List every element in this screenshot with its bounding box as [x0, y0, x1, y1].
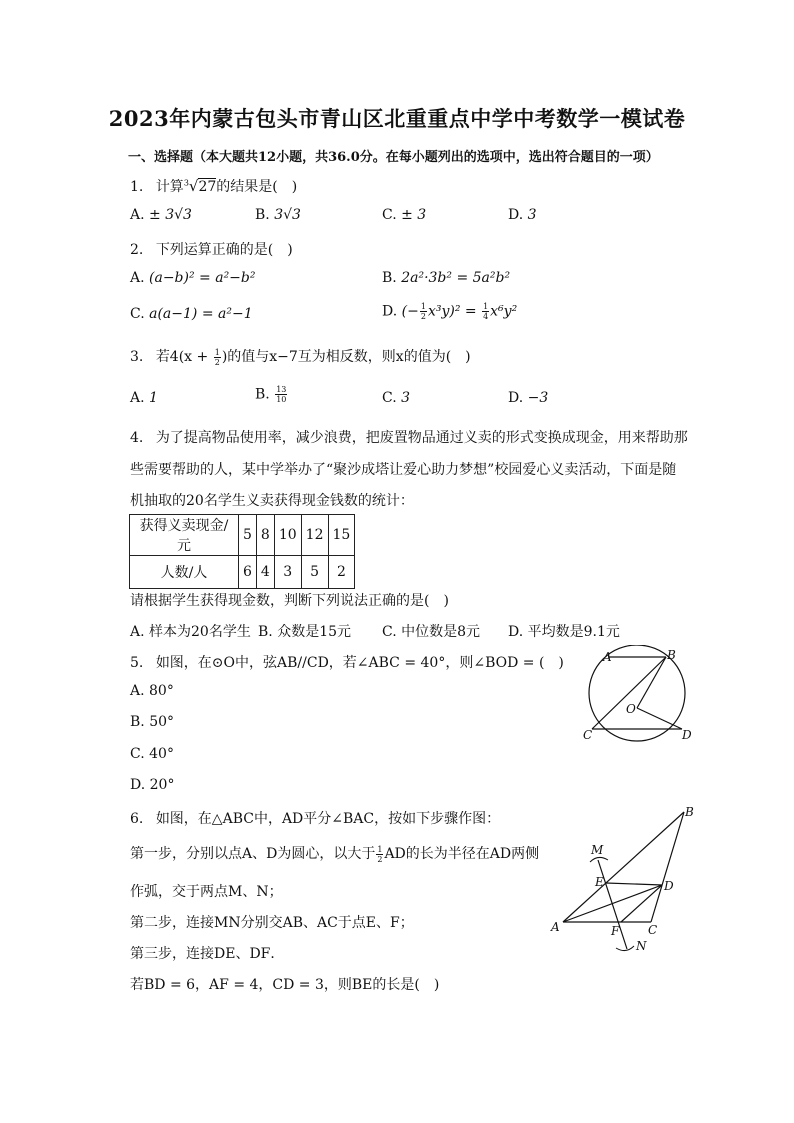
q4-line-1: 为了提高物品使用率，减少浪费，把废置物品通过义卖的形式变换成现金，用来帮助那 — [155, 430, 688, 446]
q1-option-a[interactable]: A. ± 3√3 — [130, 207, 192, 223]
q6-step-2: 第二步，连接MN分别交AB、AC于点E、F； — [130, 915, 414, 931]
segment-ab — [563, 812, 684, 922]
label-d: D — [682, 728, 692, 742]
q1-radicand: 27 — [198, 179, 217, 195]
q1-option-b[interactable]: B. 3√3 — [255, 207, 301, 223]
table-row — [130, 556, 355, 589]
q3-option-d[interactable]: D. −3 — [508, 390, 549, 406]
question-5 — [130, 652, 564, 672]
q4-number: 4. — [130, 430, 144, 446]
q2-option-d[interactable]: D. (− $\frac{1}{2}$ x³y)² = $\frac{1}{4}$ x⁶y² — [382, 302, 518, 321]
segment-df — [621, 885, 662, 922]
label-a: A — [603, 650, 612, 664]
q4-option-a[interactable]: A. 样本为20名学生 — [130, 624, 251, 640]
table-cell: 5 — [301, 556, 328, 589]
q2-number: 2. — [130, 242, 144, 258]
q4-stat-table — [129, 514, 355, 589]
q4-option-b[interactable]: B. 众数是15元 — [258, 624, 352, 640]
q5-option-b[interactable]: B. 50° — [130, 714, 175, 730]
q1-option-d[interactable]: D. 3 — [508, 207, 537, 223]
label-o: O — [626, 702, 636, 716]
table-cell: 12 — [301, 515, 328, 556]
arc-n — [616, 946, 634, 951]
q2-option-c[interactable]: C. a(a−1) = a²−1 — [130, 306, 253, 322]
q6-step-3: 第三步，连接DE、DF． — [130, 946, 285, 962]
table-cell: 10 — [274, 515, 301, 556]
q3-option-c[interactable]: C. 3 — [382, 390, 411, 406]
table-header-cell: 人数/人 — [130, 556, 239, 589]
q6-triangle-figure — [548, 802, 698, 957]
label-b: B — [667, 648, 676, 662]
q3-number: 3. — [130, 349, 144, 365]
q6-stem: 如图，在△ABC中，AD平分∠BAC，按如下步骤作图： — [155, 811, 501, 827]
q3-option-b[interactable]: B. $\frac{13}{10}$ — [255, 385, 287, 404]
q5-option-d[interactable]: D. 20° — [130, 777, 175, 793]
question-3: 3. 若4(x + $\frac{1}{2}$ )的值与x−7互为相反数，则x的值为( ) — [130, 347, 471, 367]
segment-bc — [651, 812, 684, 922]
label-n: N — [636, 939, 647, 953]
label-f: F — [611, 924, 620, 938]
q4-option-c[interactable]: C. 中位数是8元 — [382, 624, 481, 640]
q2-option-a[interactable]: A. (a−b)² = a²−b² — [130, 270, 256, 286]
section-heading: 一、选择题（本大题共12小题，共36.0分。在每小题列出的选项中，选出符合题目的一项） — [128, 150, 659, 165]
table-cell: 4 — [256, 556, 274, 589]
segment-od — [637, 708, 682, 729]
label-a: A — [551, 920, 560, 934]
table-row — [130, 515, 355, 556]
q5-stem: 如图，在⊙O中，弦AB//CD，若∠ABC = 40°，则∠BOD = ( ) — [155, 655, 564, 671]
q5-option-c[interactable]: C. 40° — [130, 746, 174, 762]
table-cell: 8 — [256, 515, 274, 556]
table-cell: 15 — [328, 515, 355, 556]
page-title: 2023年内蒙古包头市青山区北重重点中学中考数学一模试卷 — [108, 106, 686, 131]
segment-de — [606, 883, 662, 885]
q4-option-d[interactable]: D. 平均数是9.1元 — [508, 624, 620, 640]
q2-option-b[interactable]: B. 2a²·3b² = 5a²b² — [382, 270, 511, 286]
q5-circle-figure — [578, 645, 698, 745]
q1-root-index: 3 — [183, 178, 189, 188]
q3-stem-b: )的值与x−7互为相反数，则x的值为( ) — [221, 349, 471, 365]
label-b: B — [685, 805, 694, 819]
q6-question: 若BD = 6，AF = 4，CD = 3，则BE的长是( ) — [130, 977, 440, 993]
label-c: C — [648, 923, 658, 937]
label-c: C — [583, 728, 593, 742]
table-cell: 6 — [239, 556, 257, 589]
q4-after: 请根据学生获得现金数，判断下列说法正确的是( ) — [130, 593, 449, 609]
table-cell: 2 — [328, 556, 355, 589]
question-2 — [130, 239, 293, 259]
label-d: D — [664, 879, 674, 893]
table-cell: 3 — [274, 556, 301, 589]
label-m: M — [591, 843, 604, 857]
q1-stem-a: 计算 — [155, 179, 184, 195]
question-4 — [130, 427, 688, 447]
question-6 — [130, 808, 500, 828]
q1-option-c[interactable]: C. ± 3 — [382, 207, 427, 223]
q4-line-3: 机抽取的20名学生义卖获得现金钱数的统计： — [130, 493, 414, 509]
q6-step-1-cont: 作弧，交于两点M、N； — [130, 884, 283, 900]
q6-number: 6. — [130, 811, 144, 827]
q1-number: 1. — [130, 179, 144, 195]
q1-stem-b: 的结果是( ) — [216, 179, 298, 195]
table-cell: 5 — [239, 515, 257, 556]
segment-bc — [592, 657, 666, 729]
q4-line-2: 些需要帮助的人，某中学举办了“聚沙成塔让爱心助力梦想”校园爱心义卖活动，下面是随 — [130, 462, 677, 478]
q3-option-a[interactable]: A. 1 — [130, 390, 158, 406]
q2-stem: 下列运算正确的是( ) — [155, 242, 293, 258]
table-header-cell: 获得义卖现金/元 — [130, 515, 239, 556]
label-e: E — [595, 875, 604, 889]
segment-bo — [637, 657, 666, 708]
q6-step-1: 第一步，分别以点A、D为圆心，以大于 $\frac{1}{2}$ AD的长为半径在AD两侧 — [130, 844, 540, 864]
q3-stem-a: 若4(x + — [155, 349, 213, 365]
question-1: 1. 计算$^3$√27的结果是( ) — [130, 177, 298, 195]
q5-number: 5. — [130, 655, 144, 671]
q5-option-a[interactable]: A. 80° — [130, 683, 174, 699]
